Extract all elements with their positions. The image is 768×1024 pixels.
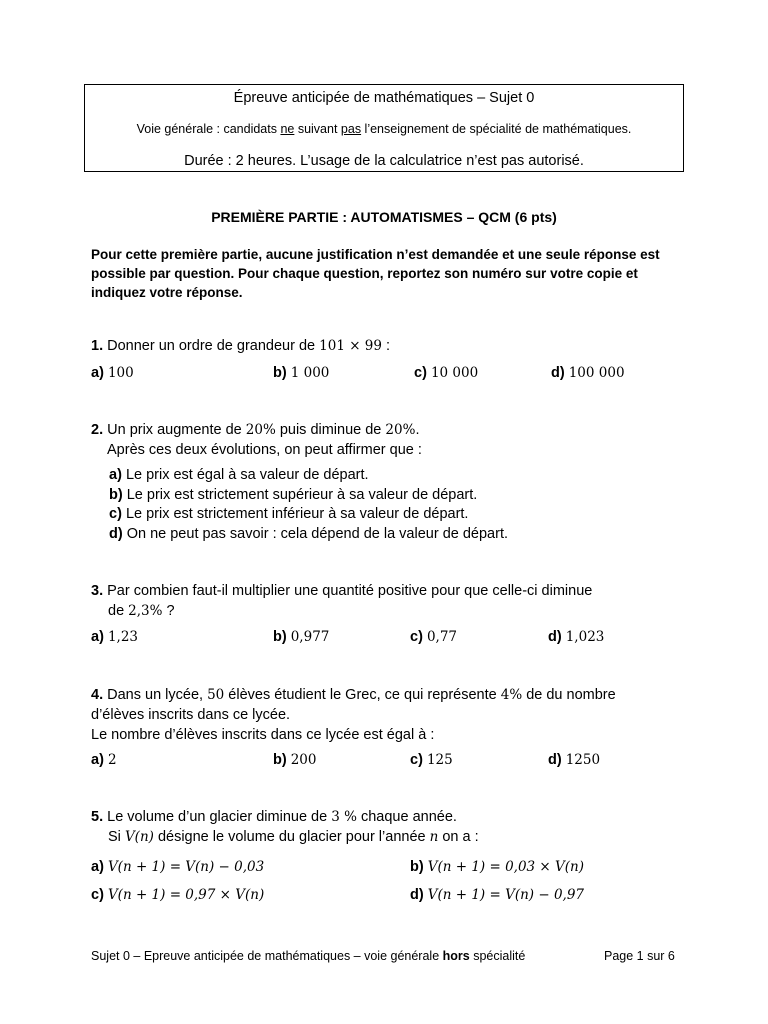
q5-option-a: a) V(n + 1) = V(n) − 0,03 [91,859,265,875]
question-4-line2: d’élèves inscrits dans ce lycée. [91,707,291,723]
q2-option-a: a) Le prix est égal à sa valeur de départ. [109,467,369,483]
question-2: 2. Un prix augmente de 20% puis diminue de 20%. [91,422,420,438]
question-3: 3. Par combien faut-il multiplier une quantité positive pour que celle-ci diminue [91,583,593,599]
q2-option-d: d) On ne peut pas savoir : cela dépend de la valeur de départ. [109,526,509,542]
question-1: 1. Donner un ordre de grandeur de 101 × 99 : [91,338,391,354]
q1-option-a: a) 100 [91,365,134,381]
question-5: 5. Le volume d’un glacier diminue de 3 % chaque année. [91,809,457,825]
q3-option-d: d) 1,023 [548,629,605,645]
q4-option-b: b) 200 [273,752,317,768]
q4-option-d: d) 1250 [548,752,601,768]
question-2-line2: Après ces deux évolutions, on peut affirmer que : [107,442,422,458]
q5-option-b: b) V(n + 1) = 0,03 × V(n) [410,859,585,875]
q1-option-c: c) 10 000 [414,365,479,381]
q5-option-c: c) V(n + 1) = 0,97 × V(n) [91,887,265,903]
exam-title: Épreuve anticipée de mathématiques – Sujet 0 [233,90,535,106]
footer-left: Sujet 0 – Epreuve anticipée de mathématiques – voie générale hors spécialité [91,949,526,963]
header-box [84,84,684,172]
q2-option-b: b) Le prix est strictement supérieur à sa valeur de départ. [109,487,478,503]
q3-option-b: b) 0,977 [273,629,330,645]
question-3-line2: de 2,3% ? [108,603,175,619]
q3-option-a: a) 1,23 [91,629,138,645]
q5-option-d: d) V(n + 1) = V(n) − 0,97 [410,887,585,903]
question-4-line3: Le nombre d’élèves inscrits dans ce lycée est égal à : [91,727,435,743]
question-5-line2: Si V(n) désigne le volume du glacier pour l’année n on a : [108,829,479,845]
question-4: 4. Dans un lycée, 50 élèves étudient le Grec, ce qui représente 4% de du nombre [91,687,616,703]
voie-line: Voie générale : candidats ne suivant pas l’enseignement de spécialité de mathématiques. [136,122,632,136]
instructions: Pour cette première partie, aucune justification n’est demandée et une seule réponse est possible par question. Pour chaque question, reportez son numéro sur votre copie et indiquez votre réponse. [91,247,660,300]
q1-option-b: b) 1 000 [273,365,330,381]
q3-option-c: c) 0,77 [410,629,457,645]
duration-line: Durée : 2 heures. L’usage de la calculatrice n’est pas autorisé. [184,153,584,169]
section-title: PREMIÈRE PARTIE : AUTOMATISMES – QCM (6 pts) [211,209,557,225]
q4-option-a: a) 2 [91,752,117,768]
page-number: Page 1 sur 6 [604,949,675,963]
q1-option-d: d) 100 000 [551,365,625,381]
q4-option-c: c) 125 [410,752,453,768]
q2-option-c: c) Le prix est strictement inférieur à sa valeur de départ. [109,506,469,522]
